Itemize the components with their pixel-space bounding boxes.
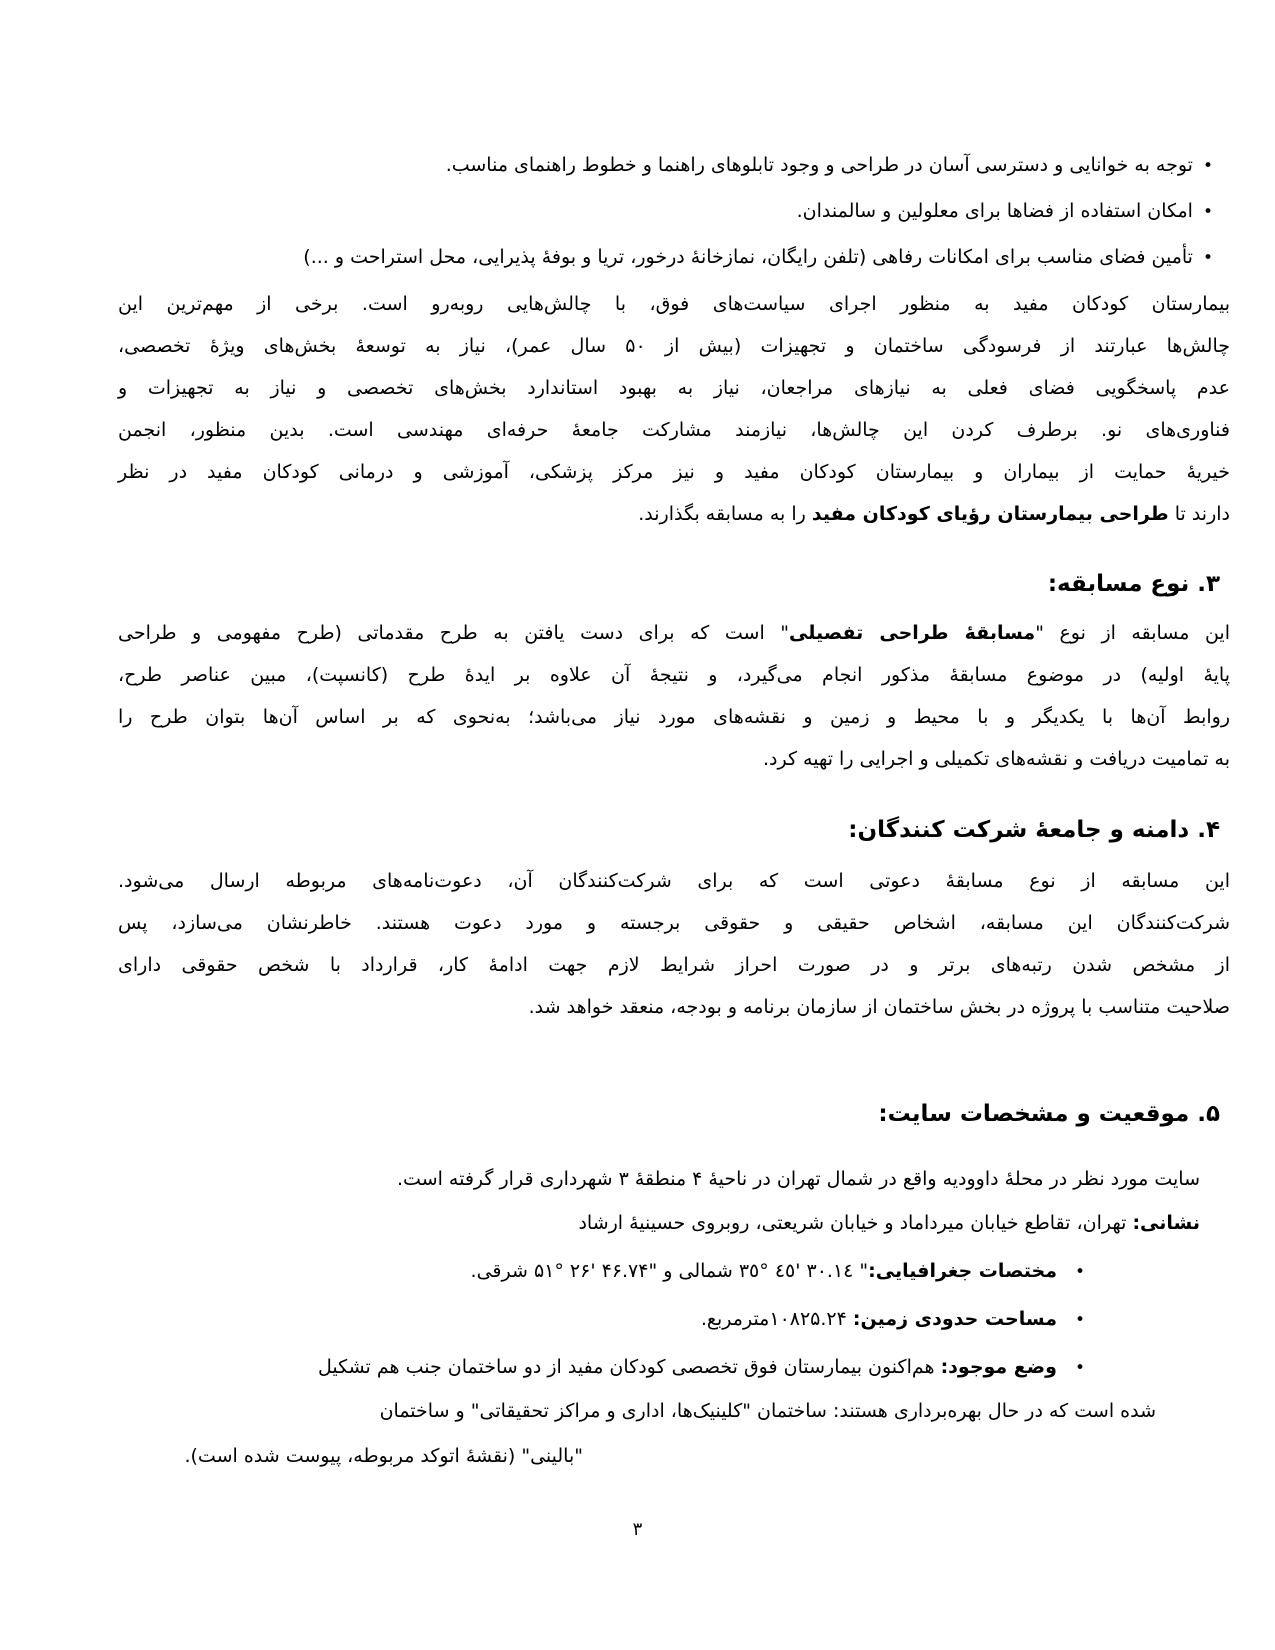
bullet-icon: • (1074, 1358, 1085, 1378)
challenges-paragraph (118, 283, 1230, 535)
bullet-text: توجه به خوانایی و دسترسی آسان در طراحی و وجود تابلوهای راهنما و خطوط راهنمای مناسب. (445, 154, 1193, 176)
coordinates-value: " ٣٠.١٤ '٤٥ °٣٥ شمالی و "۴۶.۷۴ '۲۶ °۵۱ شرقی. (470, 1260, 869, 1282)
bullet-text: تأمین فضای مناسب برای امکانات رفاهی (تلفن رایگان، نمازخانهٔ درخور، تریا و بوفهٔ پذیرایی، محل استراحت و ...) (303, 246, 1193, 268)
participants-paragraph (118, 860, 1230, 1028)
bullet-item (118, 142, 1213, 188)
text-line: شرکت‌کنندگان این مسابقه، اشخاص حقیقی و حقوقی برجسته و مورد دعوت هستند. خاطرنشان می‌سازد، پس (118, 912, 1230, 934)
bullet-icon: • (1202, 248, 1213, 268)
text-run: این مسابقه از نوع " (1035, 622, 1230, 644)
status-continuation-line: شده است که در حال بهره‌برداری هستند: ساختمان "کلینیک‌ها، اداری و مراکز تحقیقاتی" و ساختمان (379, 1400, 1156, 1422)
competition-type-bold: مسابقهٔ طراحی تفصیلی (789, 622, 1036, 644)
text-line: به تمامیت دریافت و نقشه‌های تکمیلی و اجرایی را تهیه کرد. (762, 748, 1230, 770)
site-location-line: سایت مورد نظر در محلهٔ داوودیه واقع در شمال تهران در ناحیهٔ ۴ منطقهٔ ۳ شهرداری قرار گرفته است. (397, 1168, 1200, 1190)
intro-bullet-list (118, 142, 1213, 280)
text-line: عدم پاسخگویی فضای فعلی به نیازهای مراجعان، نیاز به بهبود استاندارد بخش‌های تخصصی و نیاز به تجهیزات و (118, 377, 1230, 399)
status-bullet (118, 1344, 1085, 1390)
area-label: مساحت حدودی زمین: (852, 1308, 1057, 1330)
text-run: را به مسابقه بگذارند. (638, 503, 812, 525)
text-line: خیریهٔ حمایت از بیماران و بیمارستان کودکان مفید و نیز مرکز پزشکی، آموزشی و درمانی کودکان مفید در نظر (118, 461, 1230, 483)
bullet-text: امکان استفاده از فضاها برای معلولین و سالمندان. (796, 200, 1193, 222)
address-label: نشانی: (1132, 1212, 1200, 1234)
bullet-item (118, 234, 1213, 280)
text-line: از مشخص شدن رتبه‌های برتر و در صورت احراز شرایط لازم جهت ادامهٔ کار، قرارداد با شخص حقوقی دارای (118, 954, 1230, 976)
status-value: هم‌اکنون بیمارستان فوق تخصصی کودکان مفید از دو ساختمان جنب هم تشکیل (317, 1356, 941, 1378)
bullet-item (118, 188, 1213, 234)
bullet-icon: • (1074, 1310, 1085, 1330)
bullet-icon: • (1202, 202, 1213, 222)
text-line: این مسابقه از نوع مسابقهٔ دعوتی است که برای شرکت‌کنندگان آن، دعوت‌نامه‌های مربوطه ارسال می‌شود. (118, 870, 1230, 892)
text-run: " است که برای دست یافتن به طرح مقدماتی (طرح مفهومی و طراحی (118, 622, 790, 644)
text-line: روابط آن‌ها با یکدیگر و با محیط و زمین و نقشه‌های مورد نیاز می‌باشد؛ به‌نحوی که بر اساس آن‌ها بتوان طرح را (118, 706, 1230, 728)
coordinates-label: مختصات جغرافیایی: (868, 1260, 1057, 1282)
section-3-heading: ۳. نوع مسابقه: (1047, 571, 1220, 597)
text-line: صلاحیت متناسب با پروژه در بخش ساختمان از سازمان برنامه و بودجه، منعقد خواهد شد. (528, 996, 1230, 1018)
bullet-icon: • (1074, 1262, 1085, 1282)
text-line: بیمارستان کودکان مفید به منظور اجرای سیاست‌های فوق، با چالش‌هایی روبه‌رو است. برخی از مهم‌ترین این (118, 293, 1230, 315)
area-value: ۱۰۸۲۵.۲۴مترمربع. (700, 1308, 853, 1330)
text-line: پایهٔ اولیه) در موضوع مسابقهٔ مذکور انجام می‌گیرد، و نتیجهٔ آن علاوه بر ایدهٔ طرح (کانسپت)، مبین عناصر طرح، (118, 664, 1230, 686)
text-line: چالش‌ها عبارتند از فرسودگی ساختمان و تجهیزات (بیش از ۵۰ سال عمر)، نیاز به توسعهٔ بخش‌های ویژهٔ تخصصی، (118, 335, 1230, 357)
section-4-heading: ۴. دامنه و جامعهٔ شرکت کنندگان: (848, 817, 1220, 843)
competition-title-bold: طراحی بیمارستان رؤیای کودکان مفید (811, 503, 1169, 525)
address-line (118, 1202, 1200, 1244)
section-5-heading: ۵. موقعیت و مشخصات سایت: (878, 1101, 1220, 1127)
address-value: تهران، تقاطع خیابان میرداماد و خیابان شریعتی، روبروی حسینیهٔ ارشاد (578, 1212, 1133, 1234)
bullet-icon: • (1202, 156, 1213, 176)
area-bullet (118, 1296, 1085, 1342)
text-line (118, 493, 1230, 535)
coordinates-bullet (118, 1248, 1085, 1294)
page-number: ۳ (632, 1519, 643, 1540)
text-line: فناوری‌های نو. برطرف کردن این چالش‌ها، نیازمند مشارکت جامعهٔ حرفه‌ای مهندسی است. بدین منظور، انجمن (118, 419, 1230, 441)
status-label: وضع موجود: (940, 1356, 1057, 1378)
text-run: دارند تا (1168, 503, 1230, 525)
clinical-building-line: "بالینی" (نقشهٔ اتوکد مربوطه، پیوست شده است). (184, 1445, 583, 1467)
competition-type-paragraph (118, 612, 1230, 780)
text-line (118, 612, 1230, 654)
